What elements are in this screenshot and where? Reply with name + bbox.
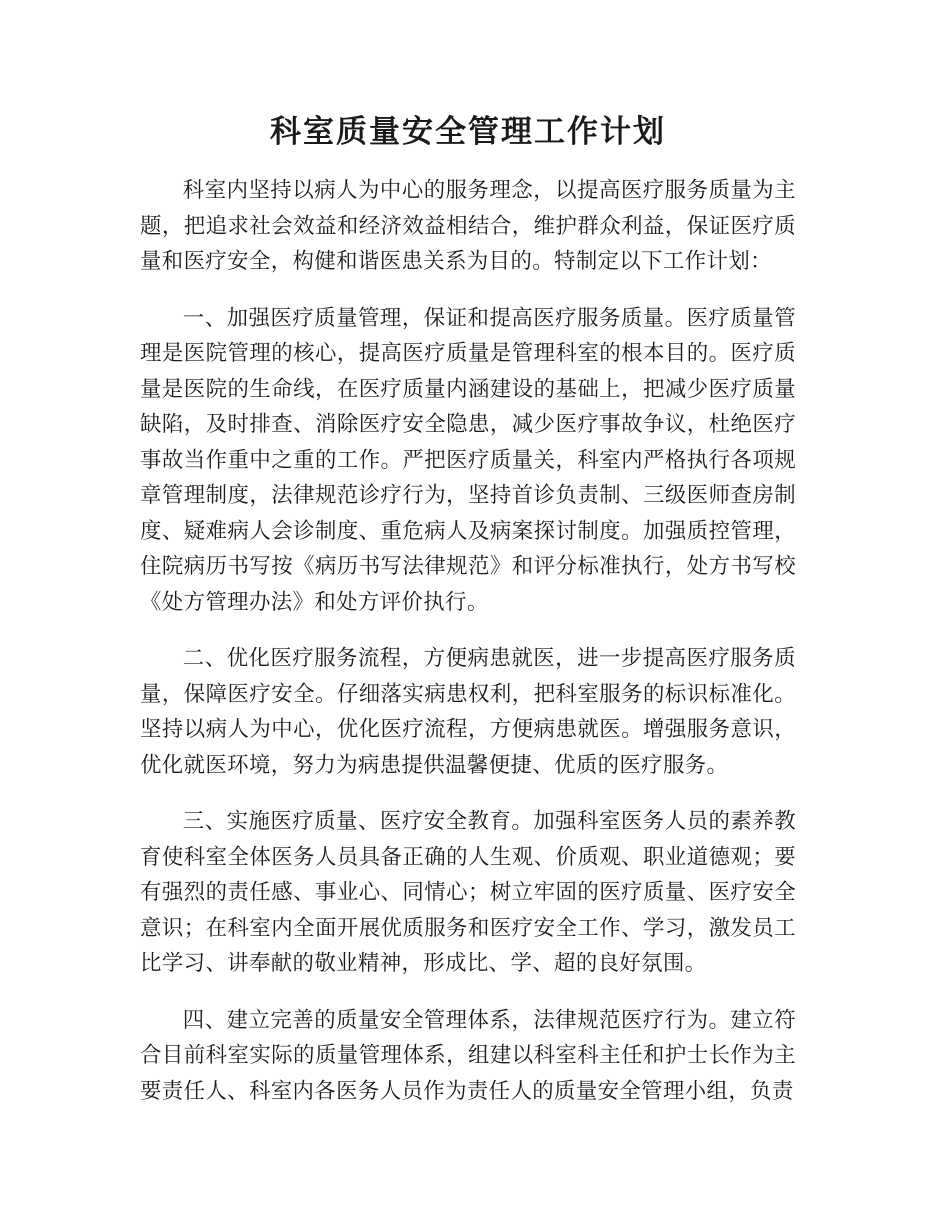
paragraph-section-1: 一、加强医疗质量管理，保证和提高医疗服务质量。医疗质量管理是医院管理的核心，提高医疗质量是管理科室的根本目的。医疗质量是医院的生命线，在医疗质量内涵建设的基础上，把减少医疗质量缺陷，及时排查、消除医疗安全隐患，减少医疗事故争议，杜绝医疗事故当作重中之重的工作。严把医疗质量关，科室内严格执行各项规章管理制度，法律规范诊疗行为，坚持首诊负责制、三级医师查房制度、疑难病人会诊制度、重危病人及病案探讨制度。加强质控管理，住院病历书写按《病历书写法律规范》和评分标准执行，处方书写校《处方管理办法》和处方评价执行。: [140, 305, 796, 615]
paragraph-intro: 科室内坚持以病人为中心的服务理念，以提高医疗服务质量为主题，把追求社会效益和经济效益相结合，维护群众利益，保证医疗质量和医疗安全，构健和谐医患关系为目的。特制定以下工作计划：: [140, 178, 796, 274]
document-title: 科室质量安全管理工作计划: [270, 114, 666, 150]
paragraph-section-4: 四、建立完善的质量安全管理体系，法律规范医疗行为。建立符合目前科室实际的质量管理体系，组建以科室科主任和护士长作为主要责任人、科室内各医务人员作为责任人的质量安全管理小组，负责: [140, 1007, 796, 1104]
document-page: [140, 112, 796, 1130]
paragraph-section-2: 二、优化医疗服务流程，方便病患就医，进一步提高医疗服务质量，保障医疗安全。仔细落实病患权利，把科室服务的标识标准化。坚持以病人为中心，优化医疗流程，方便病患就医。增强服务意识，优化就医环境，努力为病患提供温馨便捷、优质的医疗服务。: [140, 646, 796, 778]
paragraph-section-3: 三、实施医疗质量、医疗安全教育。加强科室医务人员的素养教育使科室全体医务人员具备正确的人生观、价质观、职业道德观；要有强烈的责任感、事业心、同情心；树立牢固的医疗质量、医疗安全意识；在科室内全面开展优质服务和医疗安全工作、学习，激发员工比学习、讲奉献的敬业精神，形成比、学、超的良好氛围。: [140, 809, 796, 976]
